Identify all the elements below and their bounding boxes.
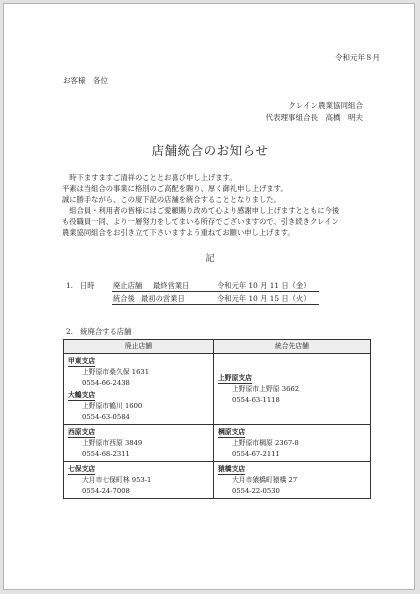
- schedule-date: 令和元年 10 月 15 日（火）: [217, 294, 311, 303]
- document-page: [3, 3, 415, 590]
- store-address: 上野原市桑久保 1631: [82, 368, 150, 376]
- schedule-underline: [112, 304, 319, 305]
- column-header-target: 統合先店舗: [214, 340, 371, 354]
- schedule-event: 最終営業日: [153, 281, 190, 290]
- store-name: 猿橋支店: [218, 465, 246, 473]
- target-cell: [214, 425, 371, 462]
- store-name: 上野原支店: [218, 374, 252, 382]
- body-line: 農業協同組合をお引き立て下さいますよう重ねてお願い申し上げます。: [62, 228, 295, 237]
- abolished-cell: [64, 425, 214, 462]
- store-address: 上野原市棡原 2367-8: [232, 439, 299, 447]
- store-address: 大月市猿橋町猿橋 27: [232, 476, 298, 484]
- store-phone: 0554-63-0584: [82, 413, 130, 421]
- schedule-label: 日時: [80, 281, 95, 290]
- body-line: 時下ますますご清祥のこととお喜び申し上げます。: [62, 173, 237, 182]
- ki-heading: 記: [205, 254, 215, 264]
- schedule-kind: 廃止店舗: [113, 281, 143, 290]
- stores-table: [63, 339, 371, 499]
- store-name: 棡原支店: [218, 428, 246, 436]
- target-cell: [214, 354, 371, 425]
- store-address: 上野原市西原 3849: [82, 439, 143, 447]
- store-phone: 0554-68-2311: [82, 450, 130, 458]
- schedule-underline: [112, 291, 319, 292]
- table-header-row: [64, 340, 371, 354]
- store-address: 大月市七保町林 953-1: [82, 476, 152, 484]
- abolished-cell: [64, 354, 214, 425]
- section-heading: 2. 統廃合する店舗: [66, 327, 132, 336]
- store-phone: 0554-66-2438: [82, 379, 130, 387]
- abolished-cell: [64, 462, 214, 499]
- body-line: 誠に勝手ながら、この度下記の店舗を統合することとなりました。: [62, 195, 281, 204]
- body-line: も役職員一同、より一層努力をしてまいる所存でございますので、引き続きクレイン: [62, 217, 339, 226]
- schedule-date: 令和元年 10 月 11 日（金）: [217, 281, 311, 290]
- table-row: [64, 462, 371, 499]
- sender-representative: 代表理事組合長 高橋 明夫: [265, 113, 363, 122]
- column-header-abolished: 廃止店舗: [64, 340, 214, 354]
- schedule-kind: 統合後: [113, 294, 135, 303]
- body-line: 平素は当組合の事業に格別のご高配を賜り、厚く御礼申し上げます。: [62, 184, 288, 193]
- document-title: 店舗統合のお知らせ: [151, 143, 269, 158]
- store-phone: 0554-22-0530: [232, 487, 280, 495]
- store-phone: 0554-67-2111: [232, 450, 280, 458]
- body-line: 組合員・利用者の皆様にはご愛顧賜り改めて心より感謝申し上げますとともに今後: [62, 206, 340, 215]
- letter-body: [62, 172, 339, 238]
- table-row: [64, 354, 371, 425]
- store-name: 西原支店: [68, 428, 96, 436]
- store-phone: 0554-63-1118: [232, 396, 280, 404]
- store-address: 上野原市鶴川 1600: [82, 402, 143, 410]
- table-row: [64, 425, 371, 462]
- store-phone: 0554-24-7008: [82, 487, 130, 495]
- letter-date: 令和元年８月: [335, 53, 380, 62]
- store-name: 七保支店: [68, 465, 96, 473]
- recipient: お客様 各位: [63, 76, 108, 85]
- target-cell: [214, 462, 371, 499]
- schedule-event: 最初の営業日: [141, 294, 185, 303]
- schedule-number: 1.: [66, 281, 73, 290]
- sender-organization: クレイン農業協同組合: [288, 101, 363, 110]
- store-address: 上野原市上野原 3662: [232, 385, 300, 393]
- store-name: 甲東支店: [68, 357, 96, 365]
- store-name: 大鶴支店: [68, 391, 96, 399]
